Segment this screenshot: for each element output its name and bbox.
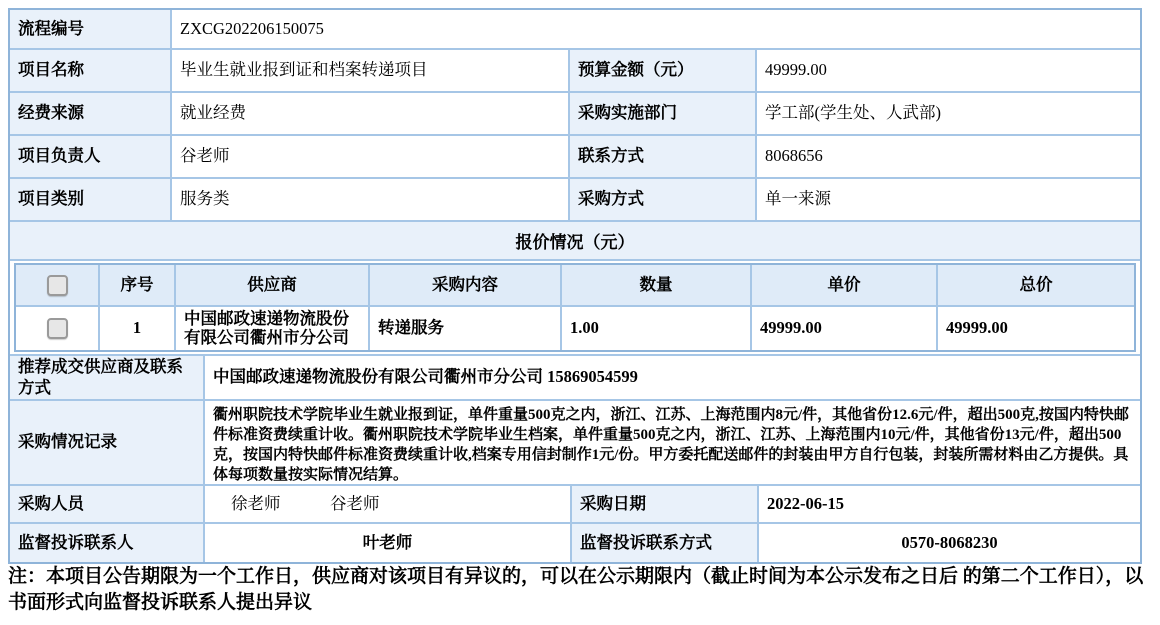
date-value: 2022-06-15: [759, 486, 1140, 522]
supervise-phone-value: 0570-8068230: [759, 524, 1140, 562]
table-row: [10, 50, 1140, 93]
table-row: [10, 93, 1140, 136]
budget-label: 预算金额（元）: [570, 50, 757, 91]
method-label: 采购方式: [570, 179, 757, 220]
col-header-unit-price: 单价: [752, 265, 938, 305]
col-header-total: 总价: [1019, 274, 1053, 294]
col-header-supplier: 供应商: [176, 265, 370, 305]
project-leader-value: 谷老师: [172, 136, 570, 177]
supervise-contact-label: 监督投诉联系人: [10, 524, 205, 562]
col-header-seq: 序号: [100, 265, 176, 305]
project-type-label: 项目类别: [10, 179, 172, 220]
col-header-content: 采购内容: [370, 265, 562, 305]
table-row: [10, 179, 1140, 222]
project-type-value: 服务类: [172, 179, 570, 220]
announcement-note: 注：本项目公告期限为一个工作日，供应商对该项目有异议的，可以在公示期限内（截止时间为本公示发布之日后 的第二个工作日），以书面形式向监督投诉联系人提出异议: [8, 566, 1144, 613]
project-name-label: 项目名称: [10, 50, 172, 91]
quote-table: [14, 263, 1136, 352]
row-supplier: 中国邮政速递物流股份有限公司衢州市分公司: [176, 307, 370, 350]
row-content: 转递服务: [370, 307, 562, 350]
date-label: 采购日期: [572, 486, 759, 522]
quote-header-row: [16, 265, 1134, 307]
recommend-supplier-label: 推荐成交供应商及联系方式: [10, 356, 205, 399]
staff-label: 采购人员: [10, 486, 205, 522]
table-row: [10, 486, 1140, 524]
procurement-announcement-table: [8, 8, 1142, 564]
staff-value: 徐老师 谷老师: [205, 486, 572, 522]
project-leader-label: 项目负责人: [10, 136, 172, 177]
method-value: 单一来源: [757, 179, 1140, 220]
quote-section-title: 报价情况（元）: [10, 222, 1140, 261]
col-header-qty: 数量: [562, 265, 752, 305]
table-row: [10, 136, 1140, 179]
supervise-contact-value: 叶老师: [205, 524, 572, 562]
row-unit-price: 49999.00: [752, 307, 938, 350]
budget-value: 49999.00: [757, 50, 1140, 91]
row-checkbox[interactable]: [47, 318, 68, 339]
supervise-phone-label: 监督投诉联系方式: [572, 524, 759, 562]
record-value: 衢州职院技术学院毕业生就业报到证，单件重量500克之内，浙江、江苏、上海范围内8元/件，其他省份12.6元/件，超出500克,按国内特快邮件标准资费续重计收。衢州职院技术学院毕业生档案，单件重量500克之内，浙江、江苏、上海范围内10元/件，其他省份13元/件，超出500克，按国内特快邮件标准资费续重计收,档案专用信封制作1元/份。甲方委托配送邮件的封装由甲方自行包装，封装所需材料由乙方提供。具体每项数量按实际情况结算。: [205, 401, 1140, 484]
row-seq: 1: [100, 307, 176, 350]
recommend-supplier-value: 中国邮政速递物流股份有限公司衢州市分公司 15869054599: [205, 356, 1140, 399]
funding-source-label: 经费来源: [10, 93, 172, 134]
record-label: 采购情况记录: [10, 401, 205, 484]
table-row: [10, 524, 1140, 562]
process-number-label: 流程编号: [10, 10, 172, 48]
funding-source-value: 就业经费: [172, 93, 570, 134]
contact-value: 8068656: [757, 136, 1140, 177]
process-number-value: ZXCG202206150075: [172, 10, 1140, 48]
table-row: [10, 401, 1140, 486]
project-name-value: 毕业生就业报到证和档案转递项目: [172, 50, 570, 91]
table-row: [10, 10, 1140, 50]
table-row: [10, 356, 1140, 401]
implement-dept-label: 采购实施部门: [570, 93, 757, 134]
row-total: 49999.00: [946, 318, 1008, 338]
contact-label: 联系方式: [570, 136, 757, 177]
quote-table-wrap: [10, 261, 1140, 356]
row-qty: 1.00: [562, 307, 752, 350]
select-all-checkbox[interactable]: [47, 275, 68, 296]
row-select-cell: [16, 307, 100, 350]
implement-dept-value: 学工部(学生处、人武部): [757, 93, 1140, 134]
quote-data-row: [16, 307, 1134, 350]
select-all-cell: [16, 265, 100, 305]
